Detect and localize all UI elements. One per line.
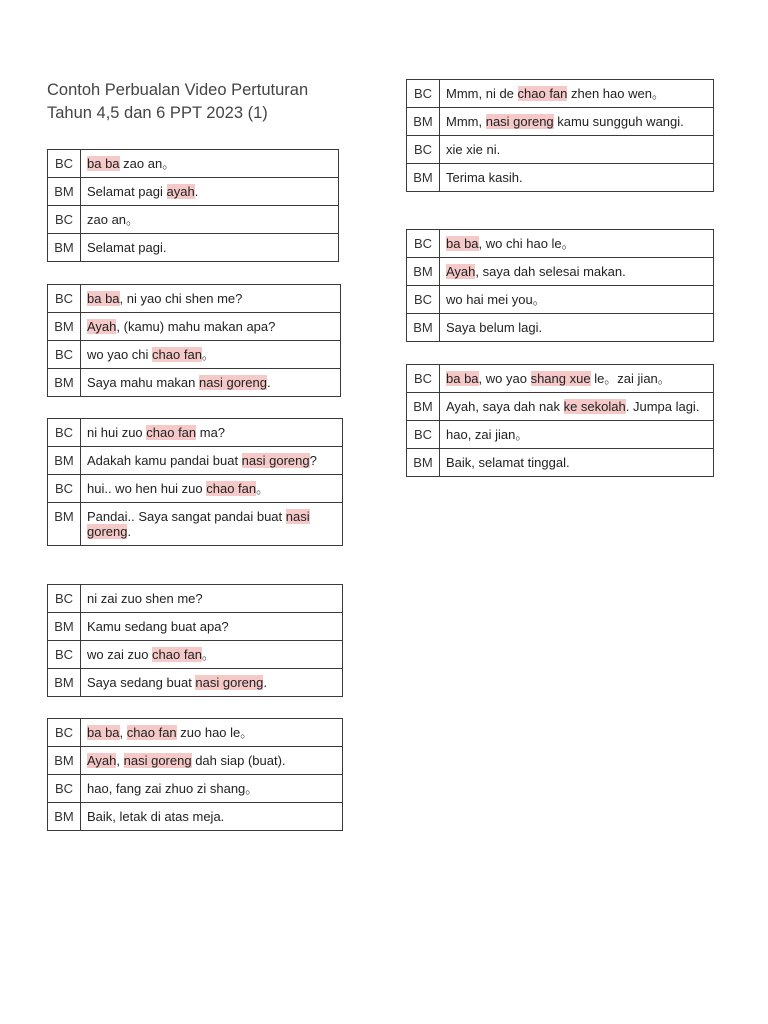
dialog-line: [81, 503, 343, 546]
dialog-table: [47, 149, 339, 262]
language-code: BM: [48, 669, 81, 697]
text-segment: Adakah kamu pandai buat: [87, 453, 242, 468]
text-segment: zuo hao le。: [176, 725, 254, 740]
language-code: BM: [48, 503, 81, 546]
dialog-line: [81, 669, 343, 697]
dialog-row: [48, 475, 343, 503]
dialog-line: [81, 613, 343, 641]
dialog-line: [440, 365, 714, 393]
dialog-row: [407, 421, 714, 449]
dialog-line: [81, 206, 339, 234]
text-segment: Saya mahu makan: [87, 375, 200, 390]
dialog-line: [81, 178, 339, 206]
text-segment: Saya belum lagi.: [446, 320, 543, 335]
dialog-row: [48, 178, 339, 206]
dialog-line: [81, 747, 343, 775]
dialog-line: [81, 313, 341, 341]
dialog-row: [407, 449, 714, 477]
dialog-table: [47, 584, 343, 697]
highlighted-term: chao fan: [206, 481, 257, 496]
text-segment: Selamat pagi: [87, 184, 167, 199]
language-code: BC: [48, 775, 81, 803]
highlighted-term: nasi goreng: [123, 753, 192, 768]
text-segment: , wo yao: [478, 371, 531, 386]
text-segment: .: [266, 375, 271, 390]
language-code: BM: [407, 449, 440, 477]
language-code: BM: [407, 314, 440, 342]
dialog-line: [440, 421, 714, 449]
text-segment: , wo chi hao le。: [478, 236, 575, 251]
text-segment: Saya sedang buat: [87, 675, 196, 690]
dialog-table: [406, 229, 714, 342]
dialog-row: [407, 365, 714, 393]
text-segment: zao an。: [119, 156, 176, 171]
text-segment: ,: [116, 753, 124, 768]
language-code: BM: [48, 369, 81, 397]
title-line-1: Contoh Perbualan Video Pertuturan: [47, 81, 309, 99]
dialog-line: [81, 585, 343, 613]
language-code: BC: [407, 230, 440, 258]
dialog-row: [48, 747, 343, 775]
dialog-row: [407, 286, 714, 314]
language-code: BC: [48, 475, 81, 503]
language-code: BM: [407, 108, 440, 136]
dialog-table: [406, 364, 714, 477]
dialog-line: [81, 775, 343, 803]
text-segment: dah siap (buat).: [191, 753, 286, 768]
text-segment: hao, zai jian。: [446, 427, 529, 442]
text-segment: Terima kasih.: [446, 170, 523, 185]
highlighted-term: chao fan: [517, 86, 568, 101]
language-code: BC: [48, 719, 81, 747]
text-segment: , saya dah selesai makan.: [475, 264, 626, 279]
text-segment: ?: [309, 453, 317, 468]
highlighted-term: shang xue: [530, 371, 591, 386]
language-code: BC: [407, 136, 440, 164]
text-segment: Mmm,: [446, 114, 486, 129]
dialog-table: [47, 718, 343, 831]
dialog-row: [48, 369, 341, 397]
dialog-table: [406, 79, 714, 192]
language-code: BC: [407, 286, 440, 314]
text-segment: .: [194, 184, 199, 199]
dialog-line: [440, 80, 714, 108]
highlighted-term: nasi goreng: [199, 375, 267, 390]
text-segment: 。: [201, 647, 215, 662]
language-code: BM: [407, 393, 440, 421]
text-segment: Baik, letak di atas meja.: [87, 809, 225, 824]
dialog-row: [407, 258, 714, 286]
language-code: BM: [48, 803, 81, 831]
language-code: BM: [48, 447, 81, 475]
dialog-row: [48, 719, 343, 747]
dialog-row: [407, 80, 714, 108]
dialog-line: [440, 258, 714, 286]
dialog-row: [48, 234, 339, 262]
language-code: BC: [48, 341, 81, 369]
highlighted-term: nasi goreng: [485, 114, 554, 129]
text-segment: .: [127, 524, 132, 539]
dialog-row: [48, 341, 341, 369]
text-segment: ni hui zuo: [87, 425, 147, 440]
text-segment: xie xie ni.: [446, 142, 501, 157]
dialog-row: [48, 206, 339, 234]
dialog-row: [48, 419, 343, 447]
text-segment: Baik, selamat tinggal.: [446, 455, 570, 470]
highlighted-term: ba ba: [87, 291, 120, 306]
highlighted-term: Ayah: [446, 264, 476, 279]
highlighted-term: Ayah: [87, 319, 117, 334]
text-segment: , ni yao chi shen me?: [119, 291, 243, 306]
dialog-line: [440, 108, 714, 136]
language-code: BC: [407, 421, 440, 449]
text-segment: ,: [119, 725, 127, 740]
dialog-line: [440, 164, 714, 192]
highlighted-term: ba ba: [446, 371, 479, 386]
text-segment: Ayah, saya dah nak: [446, 399, 564, 414]
dialog-line: [81, 641, 343, 669]
dialog-line: [440, 286, 714, 314]
highlighted-term: nasi goreng: [241, 453, 310, 468]
highlighted-term: ba ba: [446, 236, 479, 251]
language-code: BM: [48, 747, 81, 775]
text-segment: le。zai jian。: [590, 371, 671, 386]
dialog-row: [48, 313, 341, 341]
language-code: BC: [48, 285, 81, 313]
dialog-row: [48, 585, 343, 613]
language-code: BM: [48, 178, 81, 206]
highlighted-term: chao fan: [152, 347, 202, 362]
dialog-row: [407, 164, 714, 192]
language-code: BC: [407, 80, 440, 108]
dialog-row: [407, 230, 714, 258]
dialog-row: [407, 108, 714, 136]
highlighted-term: chao fan: [146, 425, 197, 440]
text-segment: 。: [256, 481, 270, 496]
text-segment: zao an。: [87, 212, 140, 227]
highlighted-term: ayah: [166, 184, 195, 199]
text-segment: Selamat pagi.: [87, 240, 167, 255]
language-code: BC: [48, 419, 81, 447]
text-segment: .: [263, 675, 267, 690]
highlighted-term: nasi goreng: [87, 509, 310, 539]
dialog-row: [48, 641, 343, 669]
language-code: BC: [48, 150, 81, 178]
dialog-line: [81, 234, 339, 262]
text-segment: Kamu sedang buat apa?: [87, 619, 229, 634]
dialog-line: [440, 393, 714, 421]
language-code: BC: [48, 206, 81, 234]
text-segment: 。: [201, 347, 215, 362]
text-segment: zhen hao wen。: [567, 86, 665, 101]
dialog-row: [48, 669, 343, 697]
dialog-line: [81, 447, 343, 475]
highlighted-term: ke sekolah: [563, 399, 626, 414]
dialog-line: [81, 150, 339, 178]
dialog-line: [81, 803, 343, 831]
language-code: BC: [48, 585, 81, 613]
highlighted-term: nasi goreng: [195, 675, 264, 690]
dialog-row: [48, 503, 343, 546]
dialog-row: [407, 136, 714, 164]
language-code: BM: [48, 313, 81, 341]
text-segment: wo yao chi: [87, 347, 153, 362]
text-segment: ni zai zuo shen me?: [87, 591, 203, 606]
text-segment: , (kamu) mahu makan apa?: [116, 319, 276, 334]
language-code: BM: [48, 613, 81, 641]
dialog-line: [81, 419, 343, 447]
dialog-row: [48, 613, 343, 641]
language-code: BC: [407, 365, 440, 393]
dialog-row: [48, 150, 339, 178]
text-segment: . Jumpa lagi.: [625, 399, 700, 414]
dialog-line: [440, 230, 714, 258]
dialog-line: [81, 719, 343, 747]
page-title: [47, 79, 347, 125]
dialog-line: [81, 285, 341, 313]
dialog-table: [47, 284, 341, 397]
dialog-line: [440, 136, 714, 164]
dialog-row: [48, 775, 343, 803]
text-segment: wo hai mei you。: [446, 292, 546, 307]
language-code: BC: [48, 641, 81, 669]
language-code: BM: [407, 258, 440, 286]
highlighted-term: ba ba: [87, 725, 120, 740]
dialog-row: [407, 393, 714, 421]
language-code: BM: [48, 234, 81, 262]
language-code: BM: [407, 164, 440, 192]
text-segment: ma?: [196, 425, 226, 440]
dialog-row: [48, 803, 343, 831]
dialog-table: [47, 418, 343, 546]
text-segment: wo zai zuo: [87, 647, 153, 662]
text-segment: hui.. wo hen hui zuo: [87, 481, 207, 496]
text-segment: kamu sungguh wangi.: [553, 114, 684, 129]
dialog-row: [407, 314, 714, 342]
highlighted-term: chao fan: [152, 647, 202, 662]
dialog-line: [81, 341, 341, 369]
dialog-line: [81, 369, 341, 397]
dialog-line: [81, 475, 343, 503]
text-segment: Mmm, ni de: [446, 86, 518, 101]
highlighted-term: chao fan: [126, 725, 177, 740]
text-segment: Pandai.. Saya sangat pandai buat: [87, 509, 286, 524]
highlighted-term: ba ba: [87, 156, 120, 171]
dialog-row: [48, 447, 343, 475]
text-segment: hao, fang zai zhuo zi shang。: [87, 781, 259, 796]
title-line-2: Tahun 4,5 dan 6 PPT 2023 (1): [47, 104, 268, 122]
highlighted-term: Ayah: [87, 753, 117, 768]
dialog-line: [440, 449, 714, 477]
dialog-row: [48, 285, 341, 313]
dialog-line: [440, 314, 714, 342]
